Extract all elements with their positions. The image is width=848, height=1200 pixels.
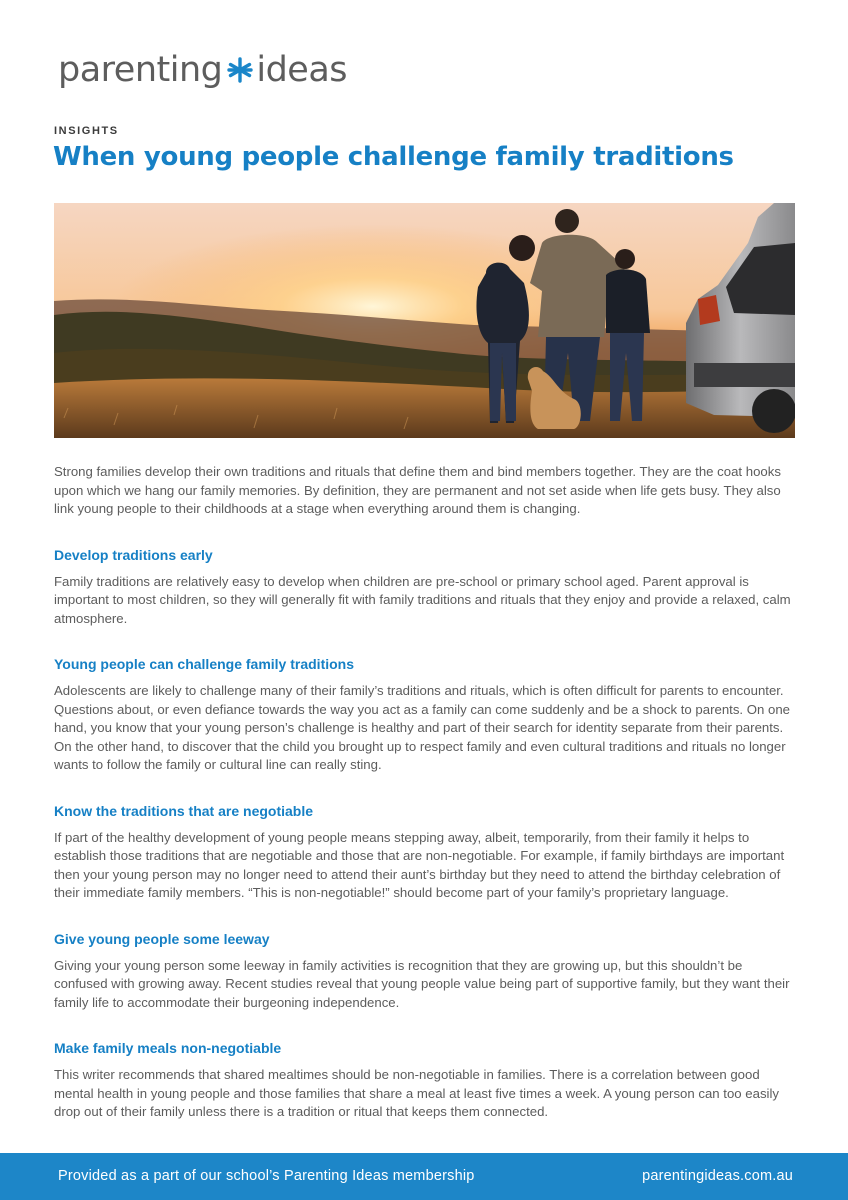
logo-text-parenting: parenting [58,50,223,90]
intro-paragraph: Strong families develop their own traditions and rituals that define them and bind members together. They are the coat hooks upon which we hang our family memories. By definition, they are permanent and not set aside when life gets busy. They also link young people to their childhoods at a stage when everything around them is changing. [54,464,781,516]
section-heading: Give young people some leeway [54,930,270,947]
footer-website-link[interactable]: parentingideas.com.au [642,1168,793,1184]
section-heading: Know the traditions that are negotiable [54,802,314,819]
section-paragraph: This writer recommends that shared mealtimes should be non-negotiable in families. There is a correlation between good mental health in young people and those families that share a meal at least five times a week. A young person can too easily drop out of their family unless there is a tradition or ritual that keeps them connected. [54,1067,780,1119]
page-title: When young people challenge family traditions [53,142,734,172]
footer-bar [0,1153,848,1200]
category-label: INSIGHTS [54,125,119,137]
asterisk-star-icon [227,57,253,83]
section-heading: Young people can challenge family traditions [54,656,355,672]
logo [58,50,347,90]
section-paragraph: Adolescents are likely to challenge many of their family’s traditions and rituals, which is often difficult for parents to encounter. Questions about, or even defiance towards the way you act as a family can come suddenly and be a shock to parents. On one hand, you know that your young person’s challenge is healthy and part of their search for identity separate from their parents. On the other hand, to discover that the child you brought up to respect family and even cultural traditions and rituals no longer wants to follow the family or cultural line can really sting. [54,683,791,772]
family-watching-sunset-photo [54,203,795,438]
section-challenge-traditions [54,656,796,775]
section-paragraph: Family traditions are relatively easy to develop when children are pre-school or primary school aged. Parent approval is important to most children, so they will generally fit with family traditions and rituals that they enjoy and provide a relaxed, calm atmosphere. [54,573,791,626]
section-heading: Develop traditions early [54,546,213,563]
section-negotiable-traditions [54,803,796,903]
footer-membership-text: Provided as a part of our school’s Parenting Ideas membership [58,1168,475,1184]
section-family-meals [54,1040,796,1122]
section-paragraph: Giving your young person some leeway in family activities is recognition that they are growing up, but this shouldn’t be confused with growing away. Recent studies reveal that young people value being part of supportive family, but they want their family life to accommodate their burgeoning independence. [54,957,790,1010]
article-body [54,463,796,1122]
section-paragraph: If part of the healthy development of young people means stepping away, albeit, temporarily, from their family it helps to establish those traditions that are negotiable and those that are non-negotiable. For example, if family birthdays are important then your young person may no longer need to attend their aunt’s birthday but they need to attend the birthday celebration of their immediate family members. “This is non-negotiable!” should become part of your family’s proprietary language. [54,829,785,900]
section-heading: Make family meals non-negotiable [54,1040,282,1056]
section-give-leeway [54,931,796,1013]
section-develop-traditions [54,547,796,629]
logo-text-ideas: ideas [256,50,348,90]
